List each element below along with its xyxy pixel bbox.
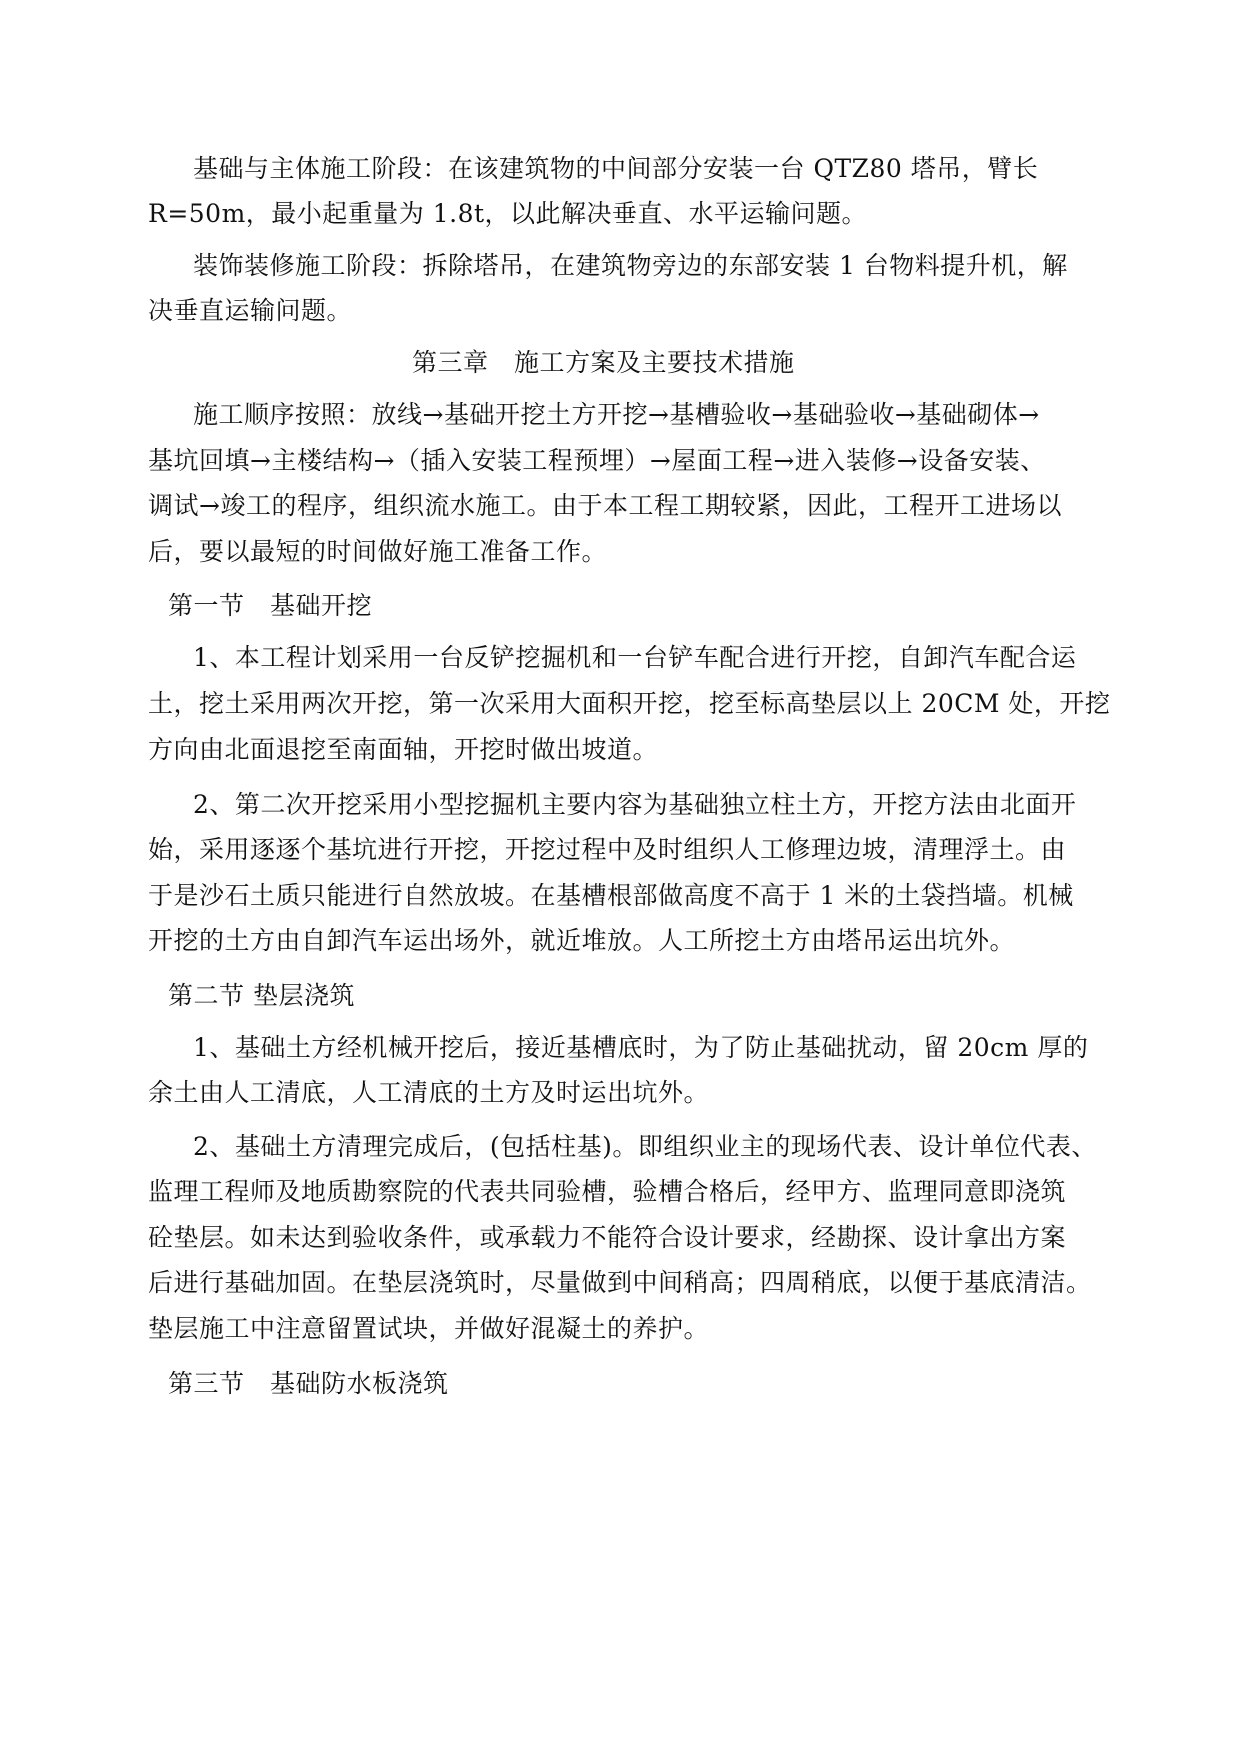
paragraph-tower-crane-line-1: 基础与主体施工阶段：在该建筑物的中间部分安装一台 QTZ80 塔吊，臂长: [193, 154, 1039, 183]
paragraph-sequence-line-1: 施工顺序按照：放线→基础开挖土方开挖→基槽验收→基础验收→基础砌体→: [193, 400, 1040, 429]
paragraph-excavation-2-line-3: 于是沙石土质只能进行自然放坡。在基槽根部做高度不高于 1 米的土袋挡墙。机械: [148, 881, 1074, 910]
section-heading-2: 第二节 垫层浇筑: [168, 981, 355, 1010]
paragraph-sequence-line-3: 调试→竣工的程序，组织流水施工。由于本工程工期较紧，因此，工程开工进场以: [148, 491, 1062, 520]
paragraph-cushion-2-line-2: 监理工程师及地质勘察院的代表共同验槽，验槽合格后，经甲方、监理同意即浇筑: [148, 1177, 1067, 1206]
paragraph-excavation-2-line-1: 2、第二次开挖采用小型挖掘机主要内容为基础独立柱土方，开挖方法由北面开: [193, 790, 1077, 819]
chapter-heading: 第三章 施工方案及主要技术措施: [412, 348, 795, 377]
paragraph-excavation-1-line-3: 方向由北面退挖至南面轴，开挖时做出坡道。: [148, 735, 659, 764]
paragraph-cushion-2-line-5: 垫层施工中注意留置试块，并做好混凝土的养护。: [148, 1314, 710, 1343]
section-heading-3: 第三节 基础防水板浇筑: [168, 1369, 449, 1398]
paragraph-tower-crane-line-2: R=50m，最小起重量为 1.8t，以此解决垂直、水平运输问题。: [148, 199, 868, 228]
paragraph-cushion-2-line-4: 后进行基础加固。在垫层浇筑时，尽量做到中间稍高；四周稍底，以便于基底清洁。: [148, 1268, 1092, 1297]
paragraph-sequence-line-2: 基坑回填→主楼结构→（插入安装工程预埋）→屋面工程→进入装修→设备安装、: [148, 446, 1046, 475]
paragraph-decoration-line-1: 装饰装修施工阶段：拆除塔吊，在建筑物旁边的东部安装 1 台物料提升机，解: [193, 251, 1068, 280]
paragraph-cushion-2-line-1: 2、基础土方清理完成后，(包括柱基)。即组织业主的现场代表、设计单位代表、: [193, 1132, 1097, 1161]
paragraph-excavation-1-line-1: 1、本工程计划采用一台反铲挖掘机和一台铲车配合进行开挖，自卸汽车配合运: [193, 643, 1077, 672]
paragraph-sequence-line-4: 后，要以最短的时间做好施工准备工作。: [148, 537, 608, 566]
paragraph-excavation-2-line-2: 始，采用逐逐个基坑进行开挖，开挖过程中及时组织人工修理边坡，清理浮土。由: [148, 835, 1067, 864]
paragraph-decoration-line-2: 决垂直运输问题。: [148, 296, 353, 325]
paragraph-cushion-1-line-1: 1、基础土方经机械开挖后，接近基槽底时，为了防止基础扰动，留 20cm 厚的: [193, 1033, 1089, 1062]
paragraph-cushion-2-line-3: 砼垫层。如未达到验收条件，或承载力不能符合设计要求，经勘探、设计拿出方案: [148, 1223, 1067, 1252]
paragraph-excavation-1-line-2: 土，挖土采用两次开挖，第一次采用大面积开挖，挖至标高垫层以上 20CM 处，开挖: [148, 689, 1111, 718]
paragraph-cushion-1-line-2: 余土由人工清底，人工清底的土方及时运出坑外。: [148, 1078, 710, 1107]
section-heading-1: 第一节 基础开挖: [168, 591, 373, 620]
paragraph-excavation-2-line-4: 开挖的土方由自卸汽车运出场外，就近堆放。人工所挖土方由塔吊运出坑外。: [148, 926, 1016, 955]
